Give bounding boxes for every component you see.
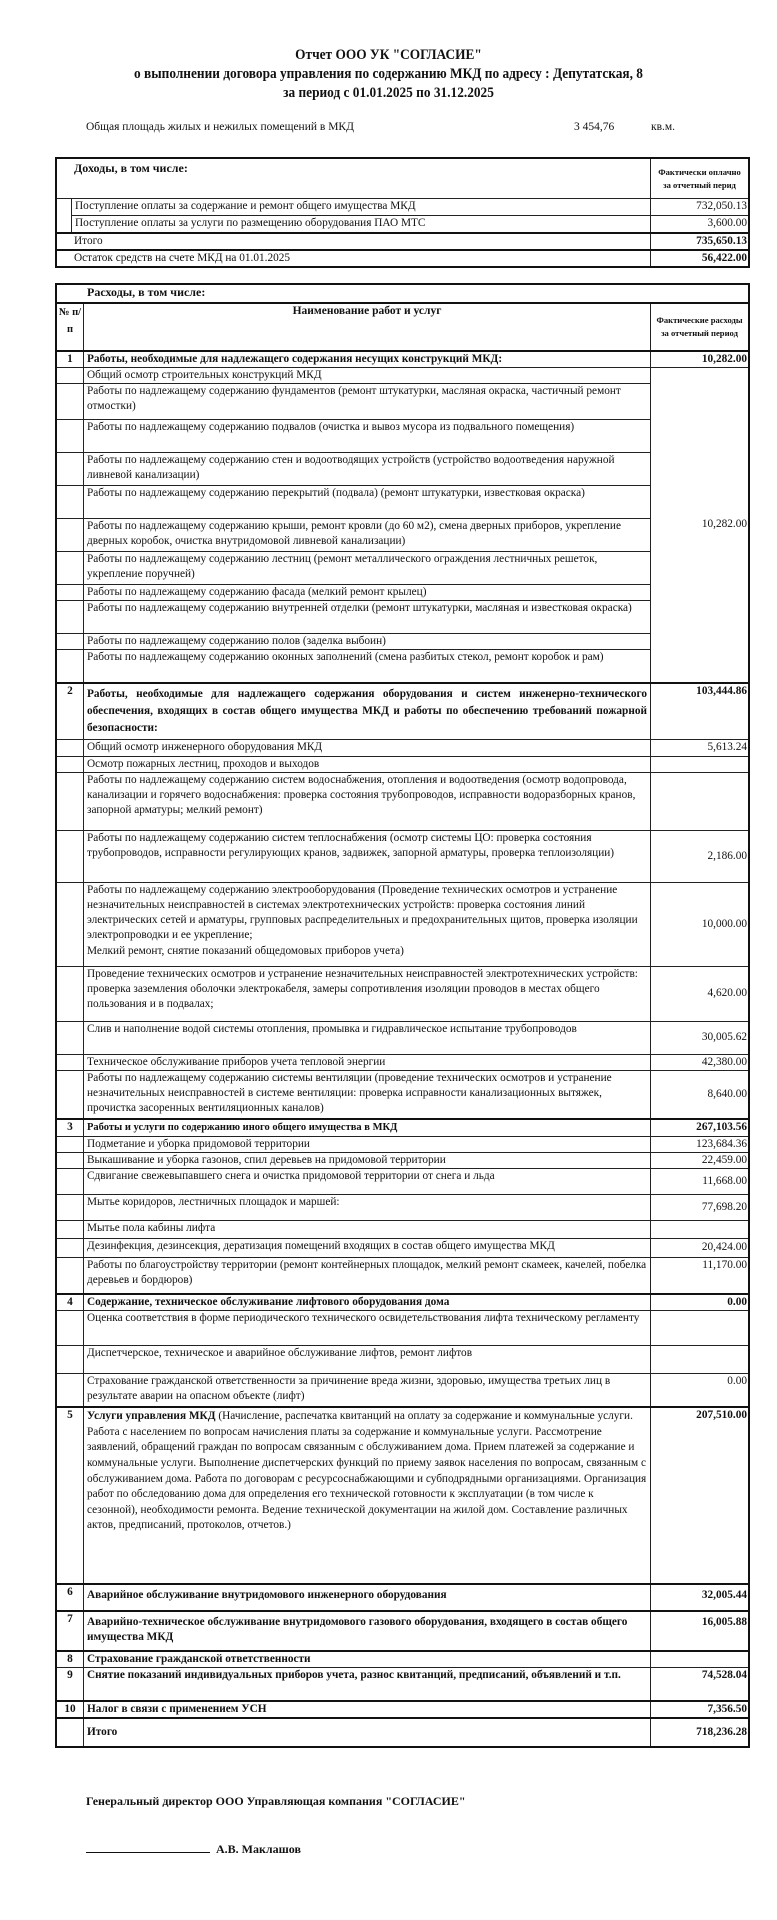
section-value: 32,005.44 xyxy=(651,1584,749,1611)
work-item: Осмотр пожарных лестниц, проходов и выходов xyxy=(84,756,651,772)
signature-line xyxy=(86,1841,210,1853)
section-value: 0.00 xyxy=(651,1294,749,1311)
income-total-label: Итого xyxy=(57,233,651,250)
work-item-value xyxy=(651,1310,749,1345)
work-item: Подметание и уборка придомовой территории xyxy=(84,1136,651,1152)
work-item-value: 2,186.00 xyxy=(651,830,749,882)
section-number: 8 xyxy=(57,1651,84,1668)
section-title: Снятие показаний индивидуальных приборов учета, разнос квитанций, предписаний, объявлений и т.п. xyxy=(84,1668,651,1701)
balance-label: Остаток средств на счете МКД на 01.01.2025 xyxy=(57,250,651,267)
work-item: Работы по надлежащему содержанию систем водоснабжения, отопления и водоотведения (осмотр водопровода, канализации и горячего водоснабжения: проверка состояния трубопроводов, исправности водоразборных кранов, запорной арматуры; мелкий ремонт) xyxy=(84,772,651,830)
title-line-1: Отчет ООО УК "СОГЛАСИЕ" xyxy=(295,47,482,63)
section-title: Страхование гражданской ответственности xyxy=(84,1651,651,1668)
income-total-value: 735,650.13 xyxy=(651,233,749,250)
work-item-value: 123,684.36 xyxy=(651,1136,749,1152)
section-number: 1 xyxy=(57,351,84,368)
section-number: 2 xyxy=(57,683,84,740)
work-item: Работы по надлежащему содержанию фундаментов (ремонт штукатурки, масляная окраска, частичный ремонт отмостки) xyxy=(84,383,651,419)
work-item: Работы по надлежащему содержанию перекрытий (подвала) (ремонт штукатурки, известковая окраска) xyxy=(84,485,651,518)
work-item-value: 4,620.00 xyxy=(651,966,749,1021)
title-line-3: за период с 01.01.2025 по 31.12.2025 xyxy=(283,85,494,101)
col-number-header: № п/п xyxy=(57,303,84,351)
section-title: Работы, необходимые для надлежащего содержания несущих конструкций МКД: xyxy=(84,351,651,368)
work-item: Выкашивание и уборка газонов, спил деревьев на придомовой территории xyxy=(84,1152,651,1168)
signature-block xyxy=(86,1841,301,1857)
income-column-header: Фактически оплачно за отчетный перид xyxy=(651,159,749,199)
income-row-label: Поступление оплаты за услуги по размещению оборудования ПАО МТС xyxy=(72,216,651,233)
work-item: Диспетчерское, техническое и аварийное обслуживание лифтов, ремонт лифтов xyxy=(84,1345,651,1373)
section-title-bold: Услуги управления МКД xyxy=(87,1410,216,1423)
work-item: Работы по надлежащему содержанию крыши, ремонт кровли (до 60 м2), смена дверных приборов, укрепление дверных коробок, очистка внутридомовой ливневой канализации) xyxy=(84,518,651,551)
work-item: Общий осмотр строительных конструкций МКД xyxy=(84,367,651,383)
work-item: Работы по надлежащему содержанию лестниц (ремонт металлического ограждения лестничных решеток, укрепление поручней) xyxy=(84,551,651,584)
section-value: 207,510.00 xyxy=(651,1407,749,1584)
income-table xyxy=(56,158,749,267)
income-row-value: 732,050.13 xyxy=(651,199,749,216)
section-title: Содержание, техническое обслуживание лифтового оборудования дома xyxy=(84,1294,651,1311)
section-title: Налог в связи с применением УСН xyxy=(84,1701,651,1718)
section-value: 74,528.04 xyxy=(651,1668,749,1701)
section-value: 7,356.50 xyxy=(651,1701,749,1718)
work-item: Дезинфекция, дезинсекция, дератизация помещений входящих в состав общего имущества МКД xyxy=(84,1239,651,1258)
report-title xyxy=(0,46,777,103)
work-item-value: 0.00 xyxy=(651,1373,749,1407)
section-value xyxy=(651,1651,749,1668)
work-item: Работы по надлежащему содержанию полов (заделка выбоин) xyxy=(84,634,651,650)
work-item: Общий осмотр инженерного оборудования МКД xyxy=(84,740,651,756)
work-item: Мытье коридоров, лестничных площадок и маршей: xyxy=(84,1195,651,1221)
section-description: (Начисление, распечатка квитанций на оплату за содержание и коммунальные услуги. Работа с населением по вопросам начисления платы за содержание и коммунальные услуги. Рассмотрение заявлений, обращений граждан по вопросам связанным с обслуживанием дома. Прием платежей за содержание и коммунальные услуги. Выполнение диспетчерских функций по приему заявок населения по вопросам, связанным с обслуживанием дома. Работа по договорам с ресурсоснабжающими и субподрядными организациями. Организация работ по обследованию дома для определения его технической готовности к эксплуатации (в том числе к сезонной), необходимости ремонта. Ведение технической документации на жилой дом. Составление различных актов, предписаний, протоколов, отчетов.) xyxy=(87,1410,647,1532)
work-item-value: 30,005.62 xyxy=(651,1021,749,1054)
section-number: 4 xyxy=(57,1294,84,1311)
work-item: Работы по надлежащему содержанию внутренней отделки (ремонт штукатурки, масляная и известковая окраска) xyxy=(84,601,651,634)
work-item-value: 8,640.00 xyxy=(651,1070,749,1119)
expense-table xyxy=(56,284,749,1747)
work-item-value: 42,380.00 xyxy=(651,1054,749,1070)
work-item: Работы по надлежащему содержанию фасада (мелкий ремонт крылец) xyxy=(84,584,651,600)
section-value: 16,005.88 xyxy=(651,1611,749,1651)
signer-name: А.В. Маклашов xyxy=(216,1842,301,1856)
balance-value: 56,422.00 xyxy=(651,250,749,267)
section-number: 7 xyxy=(57,1611,84,1651)
section-title: Работы, необходимые для надлежащего содержания оборудования и систем инженерно-технического обеспечения, входящих в состав общего имущества МКД и работы по обеспечению требований пожарной безопасности: xyxy=(84,683,651,740)
work-item: Работы по надлежащему содержанию оконных заполнений (смена разбитых стекол, ремонт коробок и рам) xyxy=(84,650,651,683)
income-heading: Доходы, в том числе: xyxy=(57,159,651,199)
work-item-value: 10,000.00 xyxy=(651,882,749,966)
work-item-value: 5,613.24 xyxy=(651,740,749,756)
work-item-value: 77,698.20 xyxy=(651,1195,749,1221)
work-item-value: 11,668.00 xyxy=(651,1169,749,1195)
work-item: Страхование гражданской ответственности за причинение вреда жизни, здоровью, имущества третьих лиц в результате аварии на опасном объекте (лифт) xyxy=(84,1373,651,1407)
work-item-text: Работы по надлежащему содержанию электрооборудования (Проведение технических осмотров и устранение незначительных неисправностей в системах электротехнических устройств: проверка состояния линий электрических сетей и арматуры, групповых распределительных и предохранительных щитов, проверка изоляции электропроводки и ее укрепление; xyxy=(87,883,638,942)
area-value: 3 454,76 xyxy=(574,121,615,133)
work-item: Работы по надлежащему содержанию подвалов (очистка и вывоз мусора из подвального помещения) xyxy=(84,419,651,452)
section-number: 9 xyxy=(57,1668,84,1701)
section-title: Работы и услуги по содержанию иного общего имущества в МКД xyxy=(84,1119,651,1136)
expense-heading: Расходы, в том числе: xyxy=(57,285,749,303)
income-row-label: Поступление оплаты за содержание и ремонт общего имущества МКД xyxy=(72,199,651,216)
section-number: 3 xyxy=(57,1119,84,1136)
work-item: Сдвигание свежевыпавшего снега и очистка придомовой территории от снега и льда xyxy=(84,1169,651,1195)
work-item xyxy=(84,882,651,966)
area-unit: кв.м. xyxy=(651,121,676,133)
area-label: Общая площадь жилых и нежилых помещений в МКД xyxy=(86,121,354,133)
section-number: 10 xyxy=(57,1701,84,1718)
section-title: Аварийно-техническое обслуживание внутридомового газового оборудования, входящего в состав общего имущества МКД xyxy=(84,1611,651,1651)
section-group-value: 10,282.00 xyxy=(651,367,749,683)
work-item-value: 20,424.00 xyxy=(651,1239,749,1258)
col-value-header: Фактические расходы за отчетный период xyxy=(651,303,749,351)
title-line-2: о выполнении договора управления по содержанию МКД по адресу : Депутатская, 8 xyxy=(134,66,643,82)
work-item-value xyxy=(651,1345,749,1373)
work-item-value xyxy=(651,1221,749,1239)
work-item-value xyxy=(651,756,749,772)
work-item: Проведение технических осмотров и устранение незначительных неисправностей электротехнических устройств: проверка заземления оболочки электрокабеля, замеры сопротивления изоляции проводов в местах общего пользования и в подвалах; xyxy=(84,966,651,1021)
section-value: 267,103.56 xyxy=(651,1119,749,1136)
expense-total-label: Итого xyxy=(84,1718,651,1746)
work-item: Работы по надлежащему содержанию систем теплоснабжения (осмотр системы ЦО: проверка состояния трубопроводов, исправности регулирующих кранов, задвижек, запорной арматуры, проверка теплоизоляции) xyxy=(84,830,651,882)
work-item-value: 11,170.00 xyxy=(651,1258,749,1294)
col-name-header: Наименование работ и услуг xyxy=(84,303,651,351)
work-item: Оценка соответствия в форме периодического технического освидетельствования лифта техническому регламенту xyxy=(84,1310,651,1345)
income-row-value: 3,600.00 xyxy=(651,216,749,233)
section-value: 10,282.00 xyxy=(651,351,749,368)
section-title xyxy=(84,1407,651,1584)
work-item: Работы по надлежащему содержанию системы вентиляции (проведение технических осмотров и устранение незначительных неисправностей в системе вентиляции: проверка исправности канализационных вытяжек, прочистка засоренных вентиляционных каналов) xyxy=(84,1070,651,1119)
section-value: 103,444.86 xyxy=(651,683,749,740)
work-item-value: 22,459.00 xyxy=(651,1152,749,1168)
work-item-text-cont: Мелкий ремонт, снятие показаний общедомовых приборов учета) xyxy=(87,944,404,957)
work-item: Техническое обслуживание приборов учета тепловой энергии xyxy=(84,1054,651,1070)
work-item: Мытье пола кабины лифта xyxy=(84,1221,651,1239)
work-item-value xyxy=(651,772,749,830)
expense-total-value: 718,236.28 xyxy=(651,1718,749,1746)
work-item: Работы по надлежащему содержанию стен и водоотводящих устройств (устройство водоотведения наружной ливневой канализации) xyxy=(84,452,651,485)
section-title: Аварийное обслуживание внутридомового инженерного оборудования xyxy=(84,1584,651,1611)
work-item: Работы по благоустройству территории (ремонт контейнерных площадок, мелкий ремонт скамеек, качелей, побелка деревьев и бордюров) xyxy=(84,1258,651,1294)
section-number: 6 xyxy=(57,1584,84,1611)
work-item: Слив и наполнение водой системы отопления, промывка и гидравлическое испытание трубопроводов xyxy=(84,1021,651,1054)
signer-title: Генеральный директор ООО Управляющая компания "СОГЛАСИЕ" xyxy=(86,1794,466,1808)
section-number: 5 xyxy=(57,1407,84,1584)
